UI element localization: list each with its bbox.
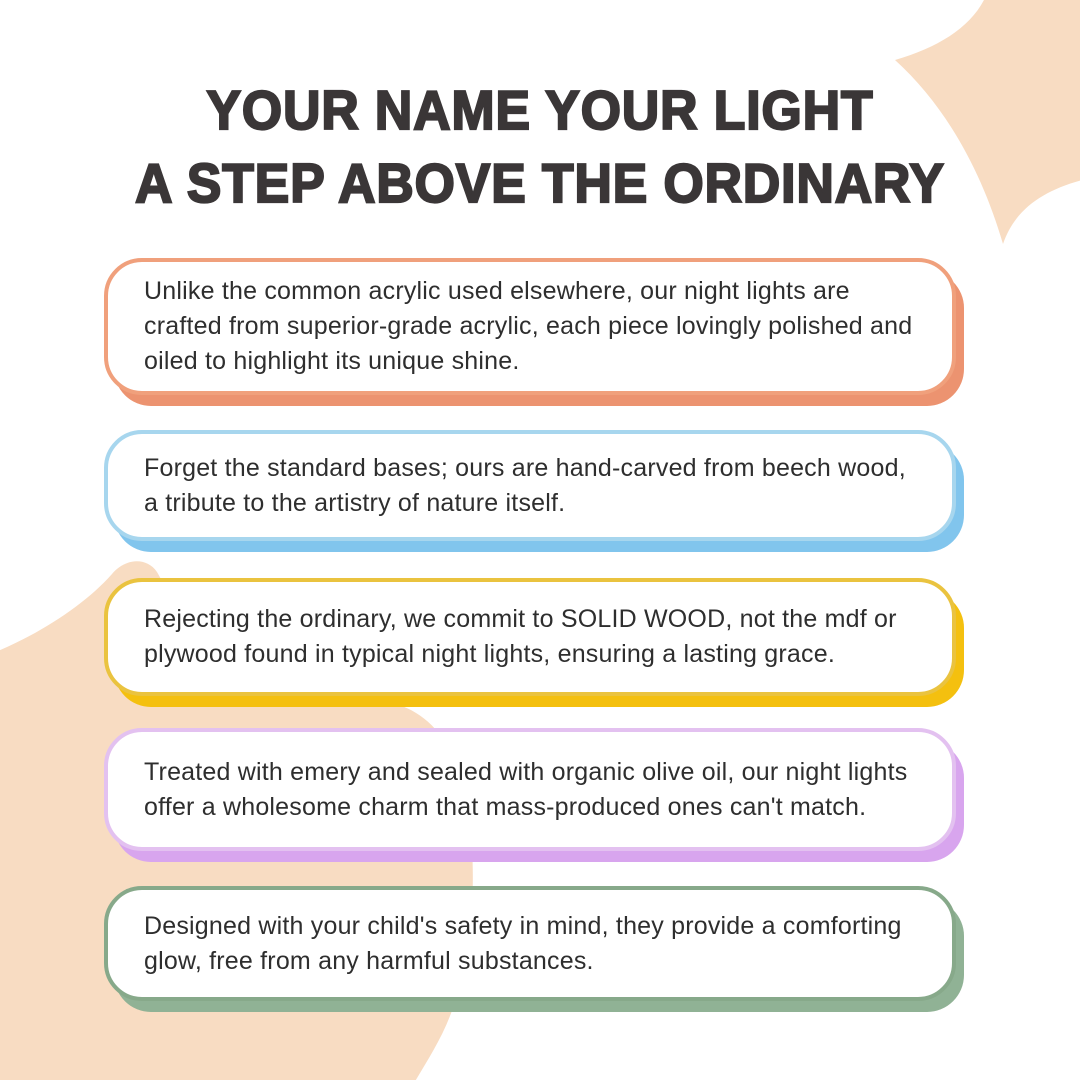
feature-card-child-safety-text: Designed with your child's safety in mind, they provide a comforting glow, free from any harmful substances. bbox=[144, 911, 902, 975]
headline-line-1: YOUR NAME YOUR LIGHT bbox=[206, 79, 874, 141]
feature-card-olive-oil-finish bbox=[104, 728, 956, 851]
feature-card-acrylic-text: Unlike the common acrylic used elsewhere, our night lights are crafted from superior-grade acrylic, each piece lovingly polished and oiled to highlight its unique shine. bbox=[144, 277, 913, 375]
headline-line-2: A STEP ABOVE THE ORDINARY bbox=[135, 152, 945, 214]
feature-card-beech-base-text: Forget the standard bases; ours are hand-carved from beech wood, a tribute to the artistry of nature itself. bbox=[144, 453, 906, 517]
feature-card-olive-oil-finish-text: Treated with emery and sealed with organic olive oil, our night lights offer a wholesome charm that mass-produced ones can't match. bbox=[144, 757, 908, 821]
feature-card-solid-wood-text: Rejecting the ordinary, we commit to SOLID WOOD, not the mdf or plywood found in typical night lights, ensuring a lasting grace. bbox=[144, 605, 897, 668]
feature-card-acrylic bbox=[104, 258, 956, 395]
feature-card-beech-base bbox=[104, 430, 956, 541]
feature-card-child-safety bbox=[104, 886, 956, 1001]
headline bbox=[0, 74, 1080, 220]
feature-card-solid-wood bbox=[104, 578, 956, 696]
